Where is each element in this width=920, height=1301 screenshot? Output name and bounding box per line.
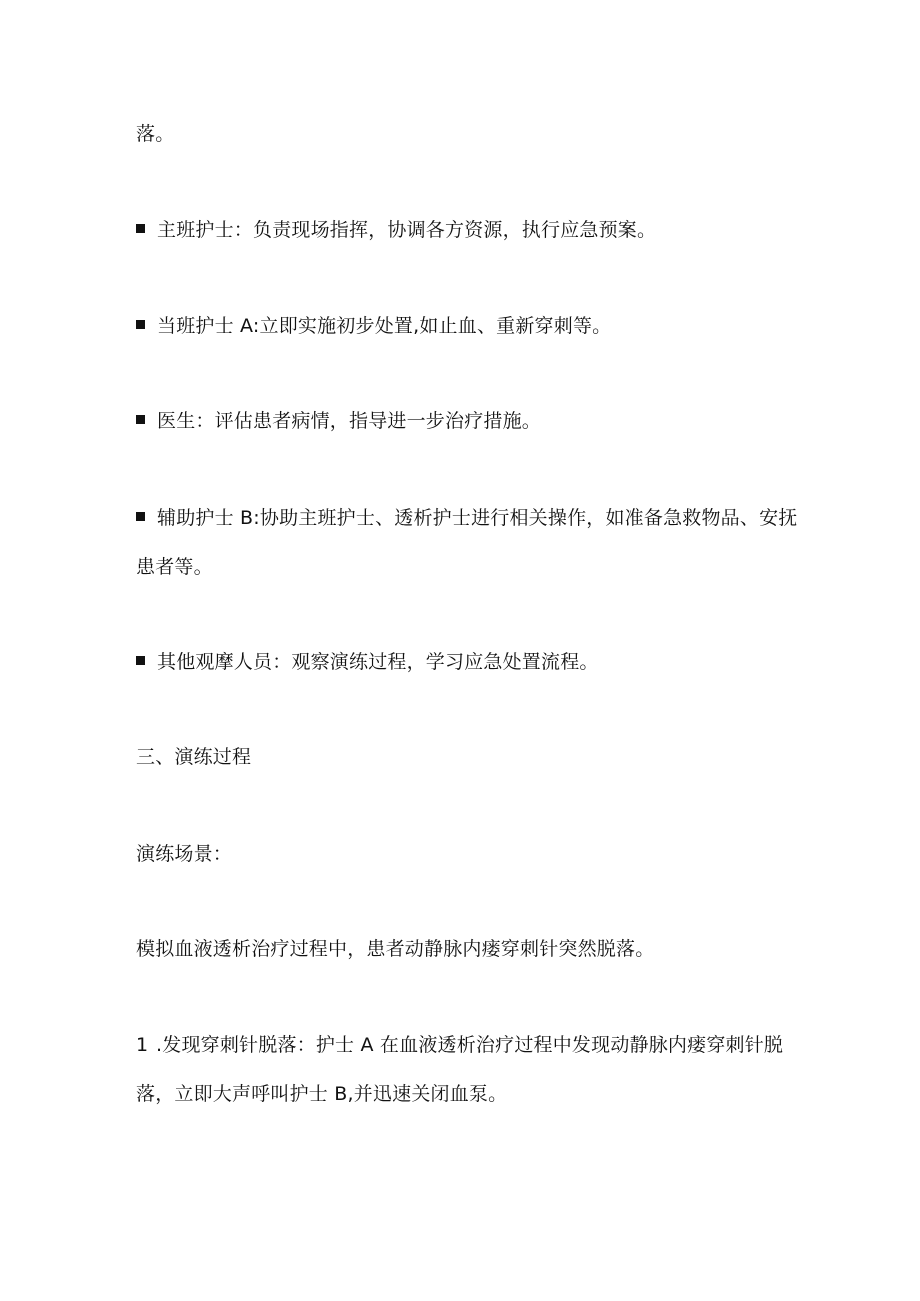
list-item-observers bbox=[136, 650, 599, 674]
paragraph-continuation: 落。 bbox=[136, 123, 175, 145]
list-item-text: 其他观摩人员：观察演练过程，学习应急处置流程。 bbox=[157, 651, 599, 673]
list-item-text: 当班护士 A:立即实施初步处置,如止血、重新穿刺等。 bbox=[157, 315, 612, 337]
step-item bbox=[136, 1033, 783, 1057]
square-bullet-icon bbox=[136, 224, 145, 233]
step-text: .发现穿刺针脱落：护士 A 在血液透析治疗过程中发现动静脉内瘘穿刺针脱 bbox=[156, 1034, 784, 1056]
step-number: 1 bbox=[136, 1034, 149, 1056]
list-item-doctor bbox=[136, 409, 541, 433]
list-item-continuation: 患者等。 bbox=[136, 556, 213, 578]
list-item-text: 主班护士：负责现场指挥，协调各方资源，执行应急预案。 bbox=[157, 219, 657, 241]
step-continuation: 落，立即大声呼叫护士 B,并迅速关闭血泵。 bbox=[136, 1083, 508, 1105]
square-bullet-icon bbox=[136, 656, 145, 665]
list-item-head-nurse bbox=[136, 218, 656, 242]
list-item-assistant-nurse bbox=[136, 506, 797, 530]
square-bullet-icon bbox=[136, 512, 145, 521]
scene-label: 演练场景： bbox=[136, 843, 233, 865]
list-item-text: 医生：评估患者病情，指导进一步治疗措施。 bbox=[157, 410, 542, 432]
list-item-duty-nurse bbox=[136, 314, 611, 338]
square-bullet-icon bbox=[136, 415, 145, 424]
section-heading: 三、演练过程 bbox=[136, 746, 252, 768]
scene-description: 模拟血液透析治疗过程中，患者动静脉内瘘穿刺针突然脱落。 bbox=[136, 938, 655, 960]
square-bullet-icon bbox=[136, 320, 145, 329]
list-item-text: 辅助护士 B:协助主班护士、透析护士进行相关操作，如准备急救物品、安抚 bbox=[157, 507, 798, 529]
